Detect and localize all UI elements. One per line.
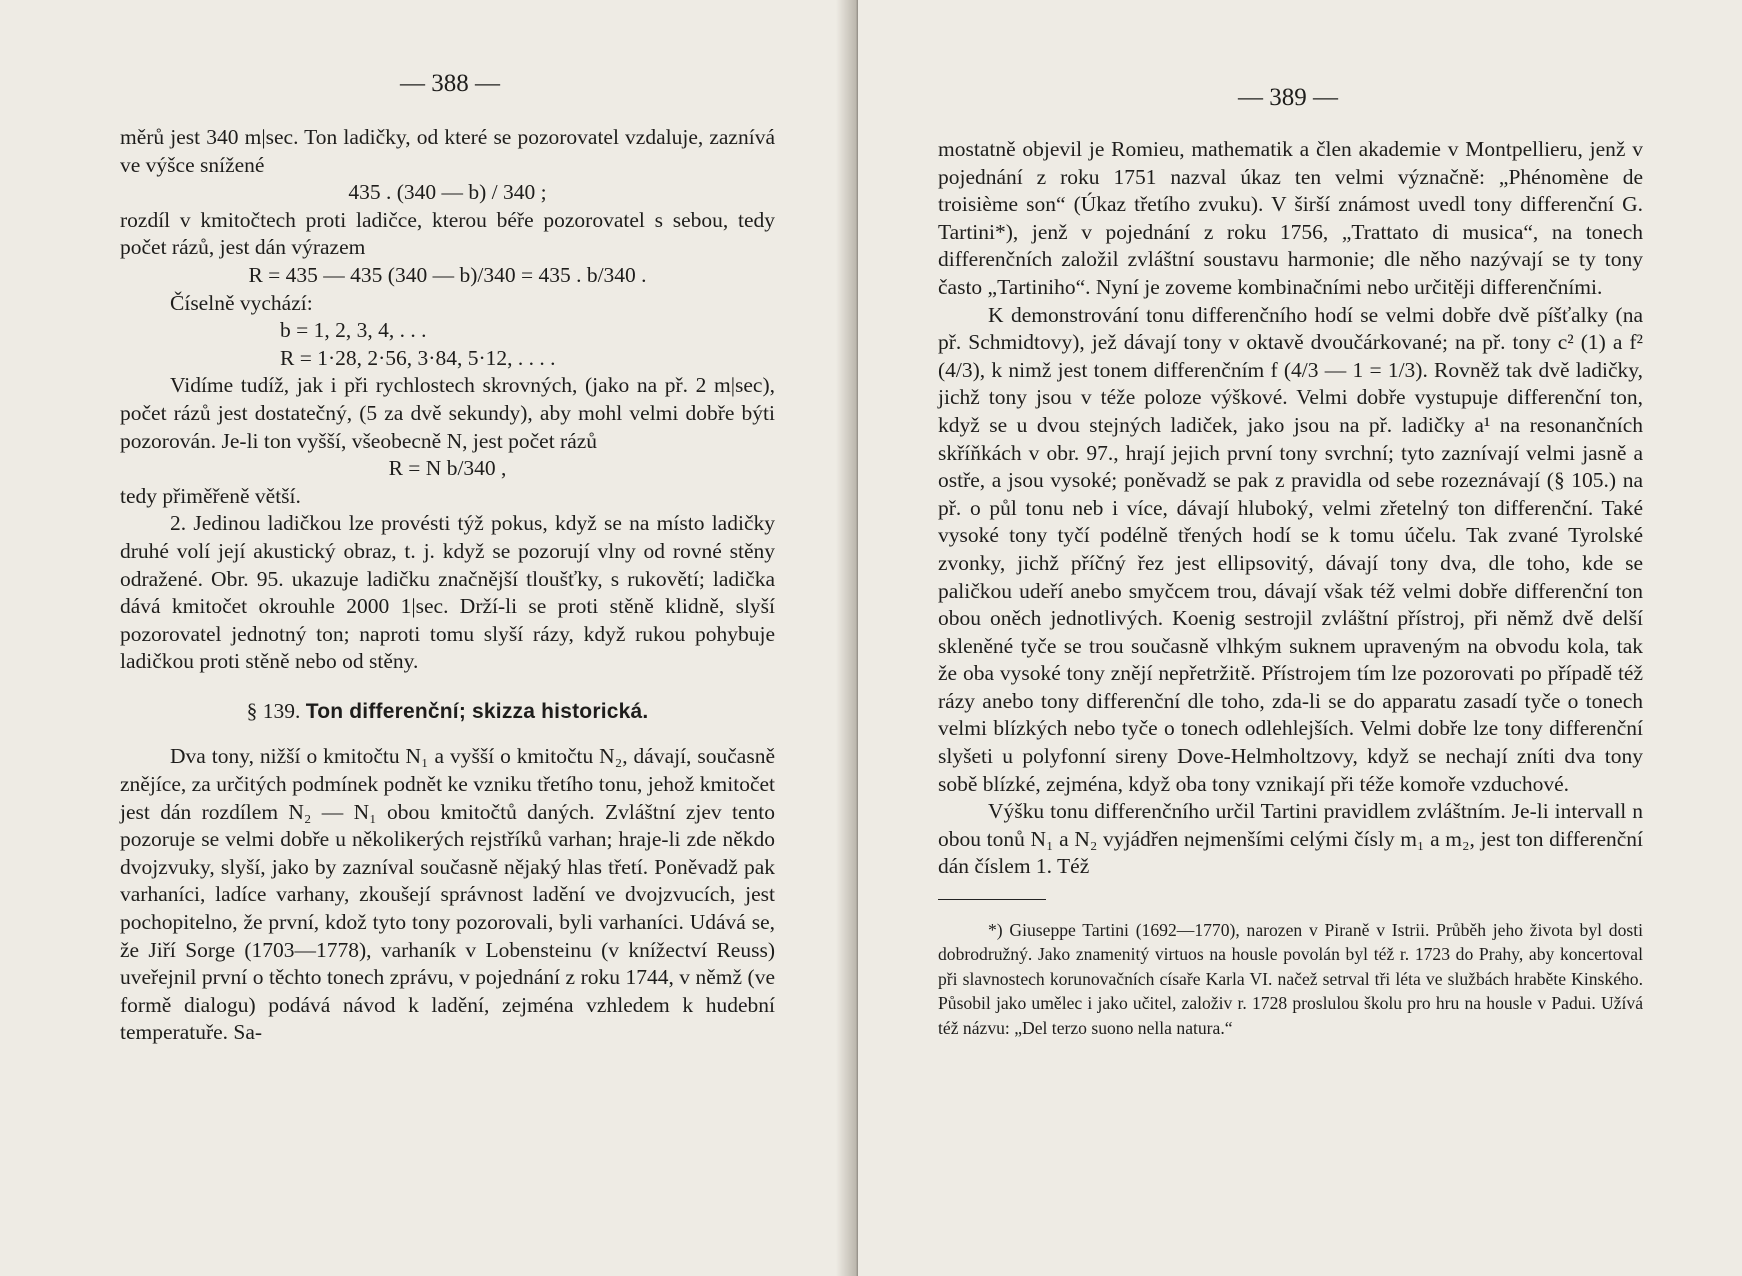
- paragraph: mostatně objevil je Romieu, mathematik a člen akademie v Montpellieru, jenž v pojednání z roku 1751 nazval úkaz ten velmi význačně: „Phénomène de troisième son“ (Úkaz třetího zvuku). V širší známost uvedl tony differenční G. Tartini*), jenž v pojednání z roku 1756, „Trattato di musica“, na tonech differenčních založil zvláštní soustavu harmonie; dle něho nazývají se ty tony často „Tartiniho“. Nyní je zoveme kombinačními nebo určitěji differenčními.: [938, 137, 1643, 299]
- section-number: § 139.: [246, 698, 301, 723]
- paragraph: Číselně vychází:: [170, 290, 313, 315]
- section-heading: [120, 698, 775, 726]
- paragraph: K demonstrování tonu differenčního hodí se velmi dobře dvě píšťalky (na př. Schmidtovy), jež dávají tony v oktavě dvoučárkované; na př. tony c² (1) a f² (4/3), k nimž jest tonem differenčním f (4/3 — 1 = 1/3). Rovněž tak dvě ladičky, jichž tony jsou v téže poloze výškové. Velmi dobře vystupuje differenční ton, když se u dvou stejných ladiček, jako jsou na př. ladičky a¹ na resonančních skříňkách v obr. 97., hrají jejich první tony svrchní; tyto zaznívají velmi jasně a ostře, a jsou vysoké; poněvadž se pak z pravidla od sebe rozeznávají (§ 105.) na př. o půl tonu neb i více, dávají hluboký, velmi zřetelný ton differenční. Také vysoké tony tyčí podélně třených hodí se k tomu účelu. Tak zvané Tyrolské zvonky, jichž příčný řez jest ellipsovitý, dávají tony dva, dle toho, kde se paličkou udeří anebo smyčcem trou, dávají však též velmi dobře differenční ton obou oněch jednotlivých. Koenig sestrojil zvláštní přístroj, při němž dvě delší skleněné tyče se trou současně vlhkým suknem upraveným na obvodu kola, tak že oba vysoké tony znějí nepřetržitě. Přístrojem tím lze pozorovati po případě též rázy anebo tony differenční dle toho, zda-li se do apparatu zasadí tyče o tonech velmi blízkých nebo tyče o tonech odlehlejších. Velmi dobře lze tony differenční slyšeti u polyfonní sireny Dove-Helmholtzovy, když se nechají zníti dva tony sobě blízké, zejména, když oba tony vznikají při téže komoře vzduchové.: [938, 302, 1643, 796]
- paragraph: Vidíme tudíž, jak i při rychlostech skrovných, (jako na př. 2 m|sec), počet rázů jest dostatečný, (5 za dvě sekundy), aby mohl velmi dobře býti pozorován. Je-li ton vyšší, všeobecně N, jest počet rázů: [120, 373, 775, 453]
- right-text-column: [938, 136, 1643, 881]
- left-page: [0, 0, 858, 1276]
- equation: 435 . (340 — b) / 340 ;: [348, 180, 547, 205]
- left-text-column: [120, 124, 775, 1047]
- page-number: — 388 —: [400, 70, 500, 97]
- section-title: Ton differenční; skizza historická.: [305, 699, 649, 723]
- paragraph: měrů jest 340 m|sec. Ton ladičky, od které se pozorovatel vzdaluje, zaznívá ve výšce snížené: [120, 125, 775, 177]
- paragraph: Výšku tonu differenčního určil Tartini pravidlem zvláštním. Je-li intervall n obou tonů N₁ a N₂ vyjádřen nejmenšími celými čísly m₁ a m₂, jest ton differenční dán číslem 1. Též: [938, 799, 1643, 879]
- paragraph: rozdíl v kmitočtech proti ladičce, kterou béře pozorovatel s sebou, tedy počet rázů, jest dán výrazem: [120, 207, 775, 260]
- paragraph: tedy přiměřeně větší.: [120, 483, 301, 508]
- paragraph: 2. Jedinou ladičkou lze provésti týž pokus, když se na místo ladičky druhé volí její akustický obraz, t. j. když se pozorují vlny od rovné stěny odražené. Obr. 95. ukazuje ladičku značnější tloušťky, s rukovětí; ladička dává kmitočet okrouhle 2000 1|sec. Drží-li se proti stěně klidně, slyší pozorovatel jednotný ton; naproti tomu slyší rázy, když rukou pohybuje ladičkou proti stěně nebo od stěny.: [120, 511, 775, 674]
- footnote-rule: [938, 899, 1046, 900]
- paragraph: Dva tony, nižší o kmitočtu N₁ a vyšší o kmitočtu N₂, dávají, současně znějíce, za určitých podmínek podnět ke vzniku třetího tonu, jehož kmitočet jest dán rozdílem N₂ — N₁ obou kmitočtů daných. Zvláštní zjev tento pozoruje se velmi dobře u několikerých rejstříků varhan; hraje-li zde někdo dvojzvuky, slyší, jako by zazníval současně nějaký hlas třetí. Poněvadž pak varhaníci, ladíce varhany, zkoušejí správnost ladění ve dvojzvucích, jest pochopitelno, že první, kdož tyto tony pozorovali, byli varhaníci. Udává se, že Jiří Sorge (1703—1778), varhaník v Lobensteinu (v knížectví Reuss) uveřejnil první o těchto tonech zprávu, v pojednání z roku 1744, v němž (ve formě dialogu) podává návod k ladění, zejména vzhledem k hudební temperatuře. Sa-: [120, 744, 775, 1045]
- footnote: *) Giuseppe Tartini (1692—1770), narozen v Piraně v Istrii. Průběh jeho života byl dosti dobrodružný. Jako znamenitý virtuos na housle povolán byl též r. 1723 do Prahy, aby koncertoval při slavnostech korunovačních císaře Karla VI. načež setrval tři léta ve službách hraběte Kinského. Působil jako umělec i jako učitel, založiv r. 1728 proslulou školu pro hru na housle v Padui. Užívá též názvu: „Del terzo suono nella natura.“: [938, 919, 1643, 1038]
- equation-row-b: b = 1, 2, 3, 4, . . .: [280, 318, 427, 343]
- equation-row-r: R = 1·28, 2·56, 3·84, 5·12, . . . .: [280, 345, 556, 370]
- equation: R = 435 — 435 (340 — b)/340 = 435 . b/340 .: [248, 262, 647, 287]
- right-page: [858, 0, 1742, 1276]
- equation: R = N b/340 ,: [388, 456, 507, 481]
- page-number: — 389 —: [1238, 84, 1338, 111]
